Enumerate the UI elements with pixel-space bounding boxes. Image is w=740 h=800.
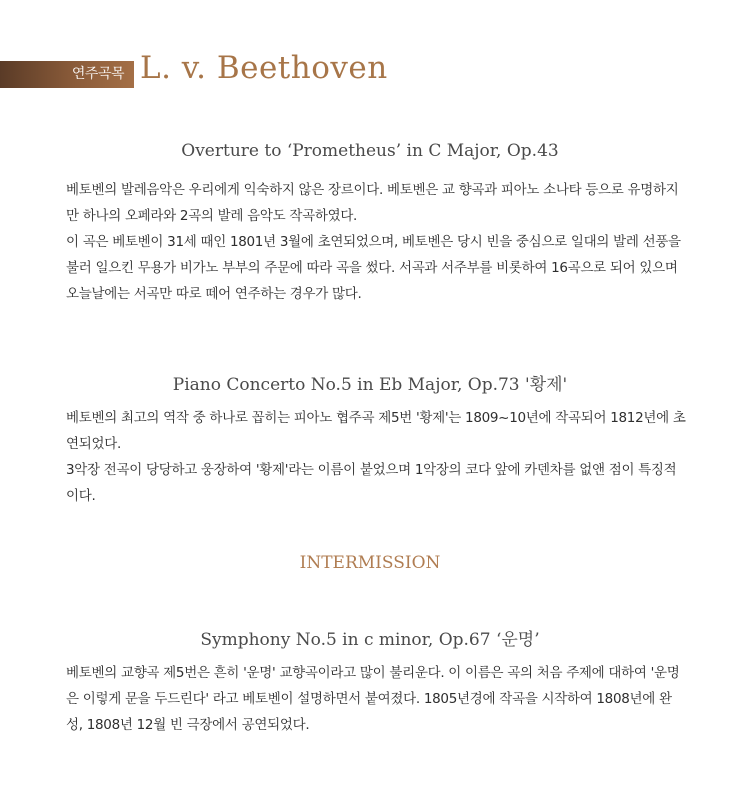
paragraph: 베토벤의 발레음악은 우리에게 익숙하지 않은 장르이다. 베토벤은 교 향곡과 피아노 소나타 등으로 유명하지만 하나의 오페라와 2곡의 발레 음악도 작곡하였다. — [66, 182, 679, 224]
piece-description-emperor — [66, 405, 686, 509]
piece-description-symphony-5 — [66, 660, 686, 738]
piece-description-prometheus — [66, 177, 686, 307]
piece-title-emperor: Piano Concerto No.5 in Eb Major, Op.73 '황제' — [172, 375, 568, 395]
paragraph: 이 곡은 베토벤이 31세 때인 1801년 3월에 초연되었으며, 베토벤은 당시 빈을 중심으로 일대의 발레 선풍을 불러 일으킨 무용가 비가노 부부의 주문에 따라 곡을 썼다. 서곡과 서주부를 비롯하여 16곡으로 되어 있으며 오늘날에는 서곡만 따로 떼어 연주하는 경우가 많다. — [66, 234, 681, 302]
program-header — [0, 52, 740, 98]
paragraph: 3악장 전곡이 당당하고 웅장하여 '황제'라는 이름이 붙었으며 1악장의 코다 앞에 카덴차를 없앤 점이 특징적이다. — [66, 462, 677, 504]
program-badge: 연주곡목 — [0, 61, 134, 88]
paragraph: 베토벤의 최고의 역작 중 하나로 꼽히는 피아노 협주곡 제5번 '황제'는 1809~10년에 작곡되어 1812년에 초연되었다. — [66, 410, 686, 452]
piece-title-prometheus: Overture to ‘Prometheus’ in C Major, Op.43 — [181, 141, 559, 161]
piece-title-symphony-5: Symphony No.5 in c minor, Op.67 ‘운명’ — [200, 630, 540, 650]
intermission-label: INTERMISSION — [299, 553, 441, 573]
paragraph: 베토벤의 교향곡 제5번은 흔히 '운명' 교향곡이라고 많이 불리운다. 이 이름은 곡의 처음 주제에 대하여 '운명은 이렇게 문을 두드린다' 라고 베토벤이 설명하면서 붙여졌다. 1805년경에 작곡을 시작하여 1808년에 완성, 1808년 12월 빈 극장에서 공연되었다. — [66, 665, 680, 733]
composer-name: L. v. Beethoven — [140, 50, 388, 86]
